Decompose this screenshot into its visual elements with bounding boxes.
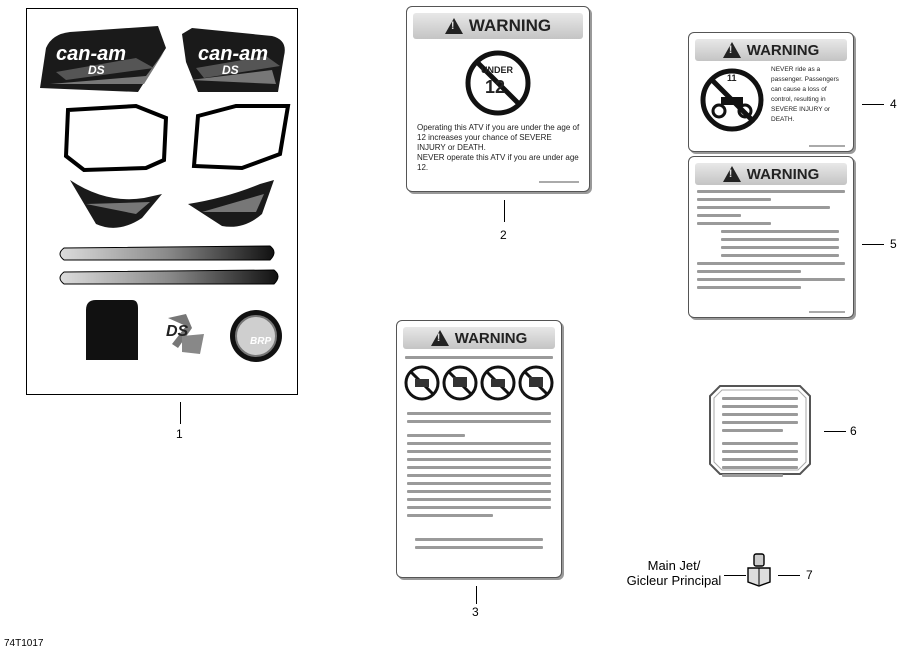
callout-6: 6 [850, 424, 857, 438]
warning-triangle-icon [431, 330, 449, 346]
callout-2: 2 [500, 228, 507, 242]
warning-triangle-icon [723, 166, 741, 182]
leader-line-7 [778, 575, 800, 576]
leader-line-4 [862, 104, 884, 105]
under-word: UNDER [481, 65, 514, 75]
main-jet-label [612, 558, 736, 588]
warning-header [413, 13, 583, 39]
under-12-never-text: NEVER operate this ATV if you are under age 12. [417, 153, 579, 172]
warning-heading: WARNING [454, 329, 528, 347]
warning-heading: WARNING [746, 165, 820, 183]
outline-decal-right [194, 106, 288, 168]
leader-line-jet-label [724, 575, 746, 576]
warning-label-under-12 [406, 6, 590, 192]
callout-3: 3 [472, 605, 479, 619]
warning-label-no-passenger [688, 32, 854, 152]
warning-label-tire-pressure [688, 156, 854, 318]
prohibition-pictograms [403, 363, 555, 403]
warning-header [403, 327, 555, 349]
black-tag-decal [86, 300, 138, 360]
stripe-decal-bottom [60, 270, 278, 284]
callout-1: 1 [176, 427, 183, 441]
can-am-logo-right: can-am [198, 43, 269, 65]
part-number-fine-print [539, 181, 579, 183]
diagram-code: 74T1017 [4, 638, 44, 649]
operation-instructions-fine-print [407, 429, 551, 522]
ds-logo-text: DS [166, 323, 189, 340]
warning-header [695, 39, 847, 61]
can-am-logo-left: can-am [56, 43, 127, 65]
decal-sheet-artwork [26, 8, 298, 396]
age-number: 12 [485, 77, 506, 97]
wing-decal-right [188, 180, 274, 227]
under-12-warning-text: Operating this ATV if you are under the age of 12 increases your chance of SEVERE INJURY or DEATH. [417, 123, 580, 152]
callout-5: 5 [890, 237, 897, 251]
main-jet-label-line1: Main Jet/ [647, 558, 701, 573]
closing-fine-print [415, 533, 543, 554]
ds-mark-left: DS [88, 63, 105, 77]
warning-heading: WARNING [468, 16, 552, 35]
pictogram-captions [407, 407, 551, 428]
leader-line-6 [824, 431, 846, 432]
part-number-fine-print [809, 145, 845, 147]
leader-line-2 [504, 200, 505, 222]
main-jet-icon [744, 552, 774, 588]
leader-line-3 [476, 586, 477, 604]
warning-triangle-icon [445, 18, 463, 34]
tire-pressure-fine-print [697, 185, 845, 294]
stripe-decal-top [60, 246, 274, 260]
part-number-fine-print [809, 311, 845, 313]
callout-7: 7 [806, 568, 813, 582]
brp-badge-text: BRP [250, 336, 272, 347]
warning-label-operation [396, 320, 562, 578]
no-passenger-warning-text: NEVER ride as a passenger. Passengers can cause a loss of control, resulting in SEVERE INJURY or DEATH. [771, 66, 839, 123]
warning-heading: WARNING [746, 41, 820, 59]
ds-mark-right: DS [222, 63, 239, 77]
leader-line-1 [180, 402, 181, 424]
leader-line-5 [862, 244, 884, 245]
callout-4: 4 [890, 97, 897, 111]
emissions-fine-print [722, 392, 798, 482]
main-jet-label-line2: Gicleur Principal [626, 573, 722, 588]
wing-decal-left [70, 180, 162, 228]
warning-triangle-icon [723, 42, 741, 58]
outline-decal-left [66, 106, 166, 170]
warning-header [695, 163, 847, 185]
no-passenger-age-number: 11 [727, 73, 737, 83]
